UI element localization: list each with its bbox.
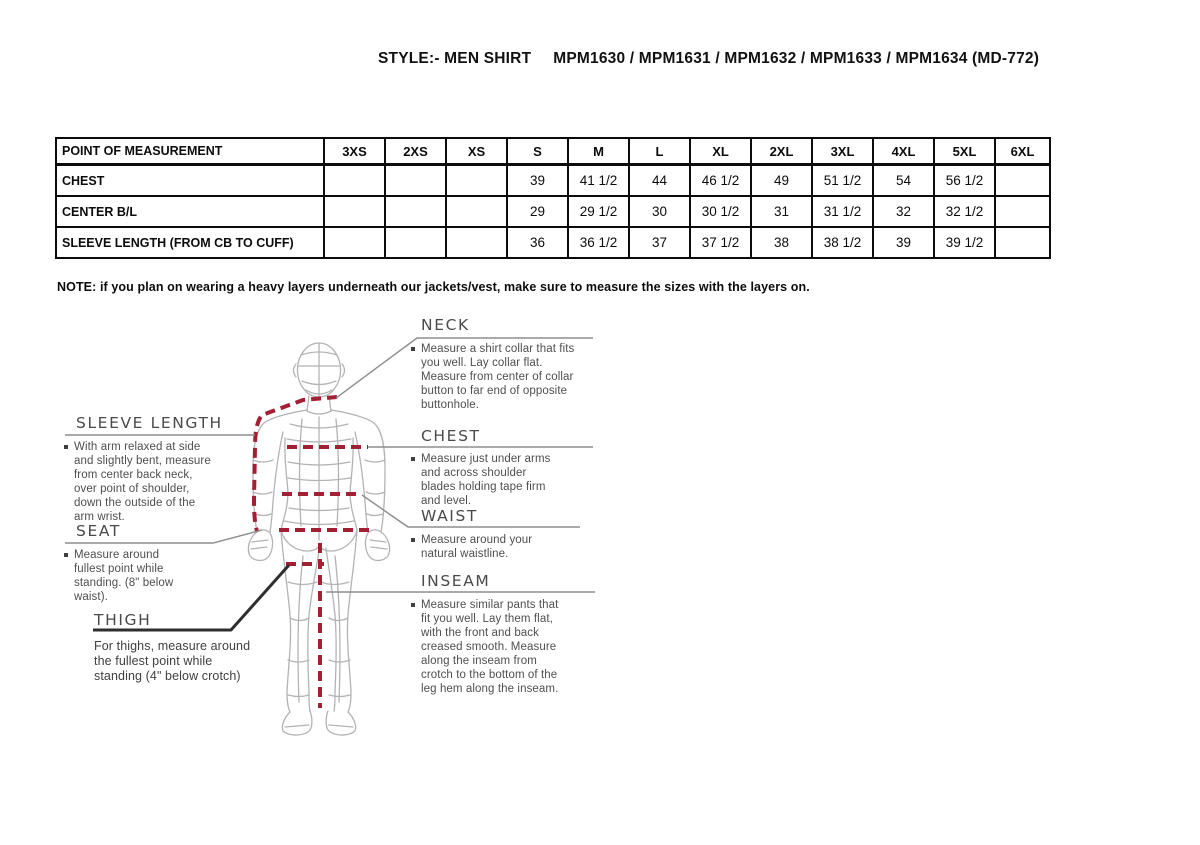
inseam-heading: INSEAM xyxy=(421,572,491,590)
row-label: CENTER B/L xyxy=(56,196,324,227)
size-value-cell: 36 xyxy=(507,227,568,258)
size-value-cell: 39 xyxy=(873,227,934,258)
waist-description-text: Measure around your natural waistline. xyxy=(421,534,533,560)
inseam-description xyxy=(411,598,563,696)
size-value-cell: 46 1/2 xyxy=(690,165,751,197)
column-header-size: S xyxy=(507,138,568,165)
bullet-icon xyxy=(64,445,68,449)
chest-heading: CHEST xyxy=(421,427,481,445)
chest-description-text: Measure just under arms and across shoulder blades holding tape firm and level. xyxy=(421,453,551,507)
thigh-description-text: For thighs, measure around the fullest point while standing (4" below crotch) xyxy=(94,639,251,683)
sleeve-length-description xyxy=(64,440,216,524)
column-header-size: 2XL xyxy=(751,138,812,165)
column-header-size: M xyxy=(568,138,629,165)
size-value-cell: 44 xyxy=(629,165,690,197)
size-value-cell: 36 1/2 xyxy=(568,227,629,258)
row-label: SLEEVE LENGTH (FROM CB TO CUFF) xyxy=(56,227,324,258)
waist-description xyxy=(411,533,546,561)
size-value-cell: 37 xyxy=(629,227,690,258)
column-header-size: XS xyxy=(446,138,507,165)
thigh-description xyxy=(94,639,252,684)
size-value-cell: 38 xyxy=(751,227,812,258)
style-codes: MPM1630 / MPM1631 / MPM1632 / MPM1633 / MPM1634 (MD-772) xyxy=(553,50,1040,67)
neck-description-text: Measure a shirt collar that fits you well. Lay collar flat. Measure from center of collar button to far end of opposite buttonhole. xyxy=(421,343,575,411)
sleeve-length-heading: SLEEVE LENGTH xyxy=(76,414,223,432)
waist-heading: WAIST xyxy=(421,507,478,525)
bullet-icon xyxy=(411,603,415,607)
column-header-size: 3XS xyxy=(324,138,385,165)
size-value-cell: 29 xyxy=(507,196,568,227)
column-header-size: 4XL xyxy=(873,138,934,165)
size-value-cell: 54 xyxy=(873,165,934,197)
bullet-icon xyxy=(64,553,68,557)
seat-description-text: Measure around fullest point while standing. (8" below waist). xyxy=(74,549,174,603)
size-value-cell: 30 xyxy=(629,196,690,227)
bullet-icon xyxy=(411,538,415,542)
size-value-cell: 39 xyxy=(507,165,568,197)
neck-description xyxy=(411,342,583,412)
bullet-icon xyxy=(411,457,415,461)
size-value-cell: 32 1/2 xyxy=(934,196,995,227)
size-value-cell: 29 1/2 xyxy=(568,196,629,227)
column-header-size: 3XL xyxy=(812,138,873,165)
size-value-cell: 41 1/2 xyxy=(568,165,629,197)
thigh-heading: THIGH xyxy=(94,611,152,629)
size-value-cell: 49 xyxy=(751,165,812,197)
bullet-icon xyxy=(411,347,415,351)
column-header-size: 2XS xyxy=(385,138,446,165)
seat-description xyxy=(64,548,190,604)
chest-description xyxy=(411,452,559,508)
inseam-description-text: Measure similar pants that fit you well. Lay them flat, with the front and back creased smooth. Measure along the inseam from crotch to the bottom of the leg hem along the inseam. xyxy=(421,599,559,695)
column-header-size: 6XL xyxy=(995,138,1050,165)
neck-heading: NECK xyxy=(421,316,470,334)
size-value-cell: 30 1/2 xyxy=(690,196,751,227)
note-text: NOTE: if you plan on wearing a heavy layers underneath our jackets/vest, make sure to measure the sizes with the layers on. xyxy=(57,280,810,294)
sleeve-length-description-text: With arm relaxed at side and slightly bent, measure from center back neck, over point of shoulder, down the outside of the arm wrist. xyxy=(74,441,211,523)
size-value-cell: 38 1/2 xyxy=(812,227,873,258)
size-value-cell: 31 xyxy=(751,196,812,227)
style-label: STYLE:- MEN SHIRT xyxy=(378,50,532,67)
row-label: CHEST xyxy=(56,165,324,197)
column-header-size: L xyxy=(629,138,690,165)
size-value-cell: 37 1/2 xyxy=(690,227,751,258)
size-value-cell: 39 1/2 xyxy=(934,227,995,258)
size-value-cell: 32 xyxy=(873,196,934,227)
size-value-cell: 56 1/2 xyxy=(934,165,995,197)
column-header-size: 5XL xyxy=(934,138,995,165)
seat-heading: SEAT xyxy=(76,522,121,540)
size-value-cell: 51 1/2 xyxy=(812,165,873,197)
size-value-cell: 31 1/2 xyxy=(812,196,873,227)
column-header-size: XL xyxy=(690,138,751,165)
column-header-point-of-measurement: POINT OF MEASUREMENT xyxy=(56,138,324,165)
